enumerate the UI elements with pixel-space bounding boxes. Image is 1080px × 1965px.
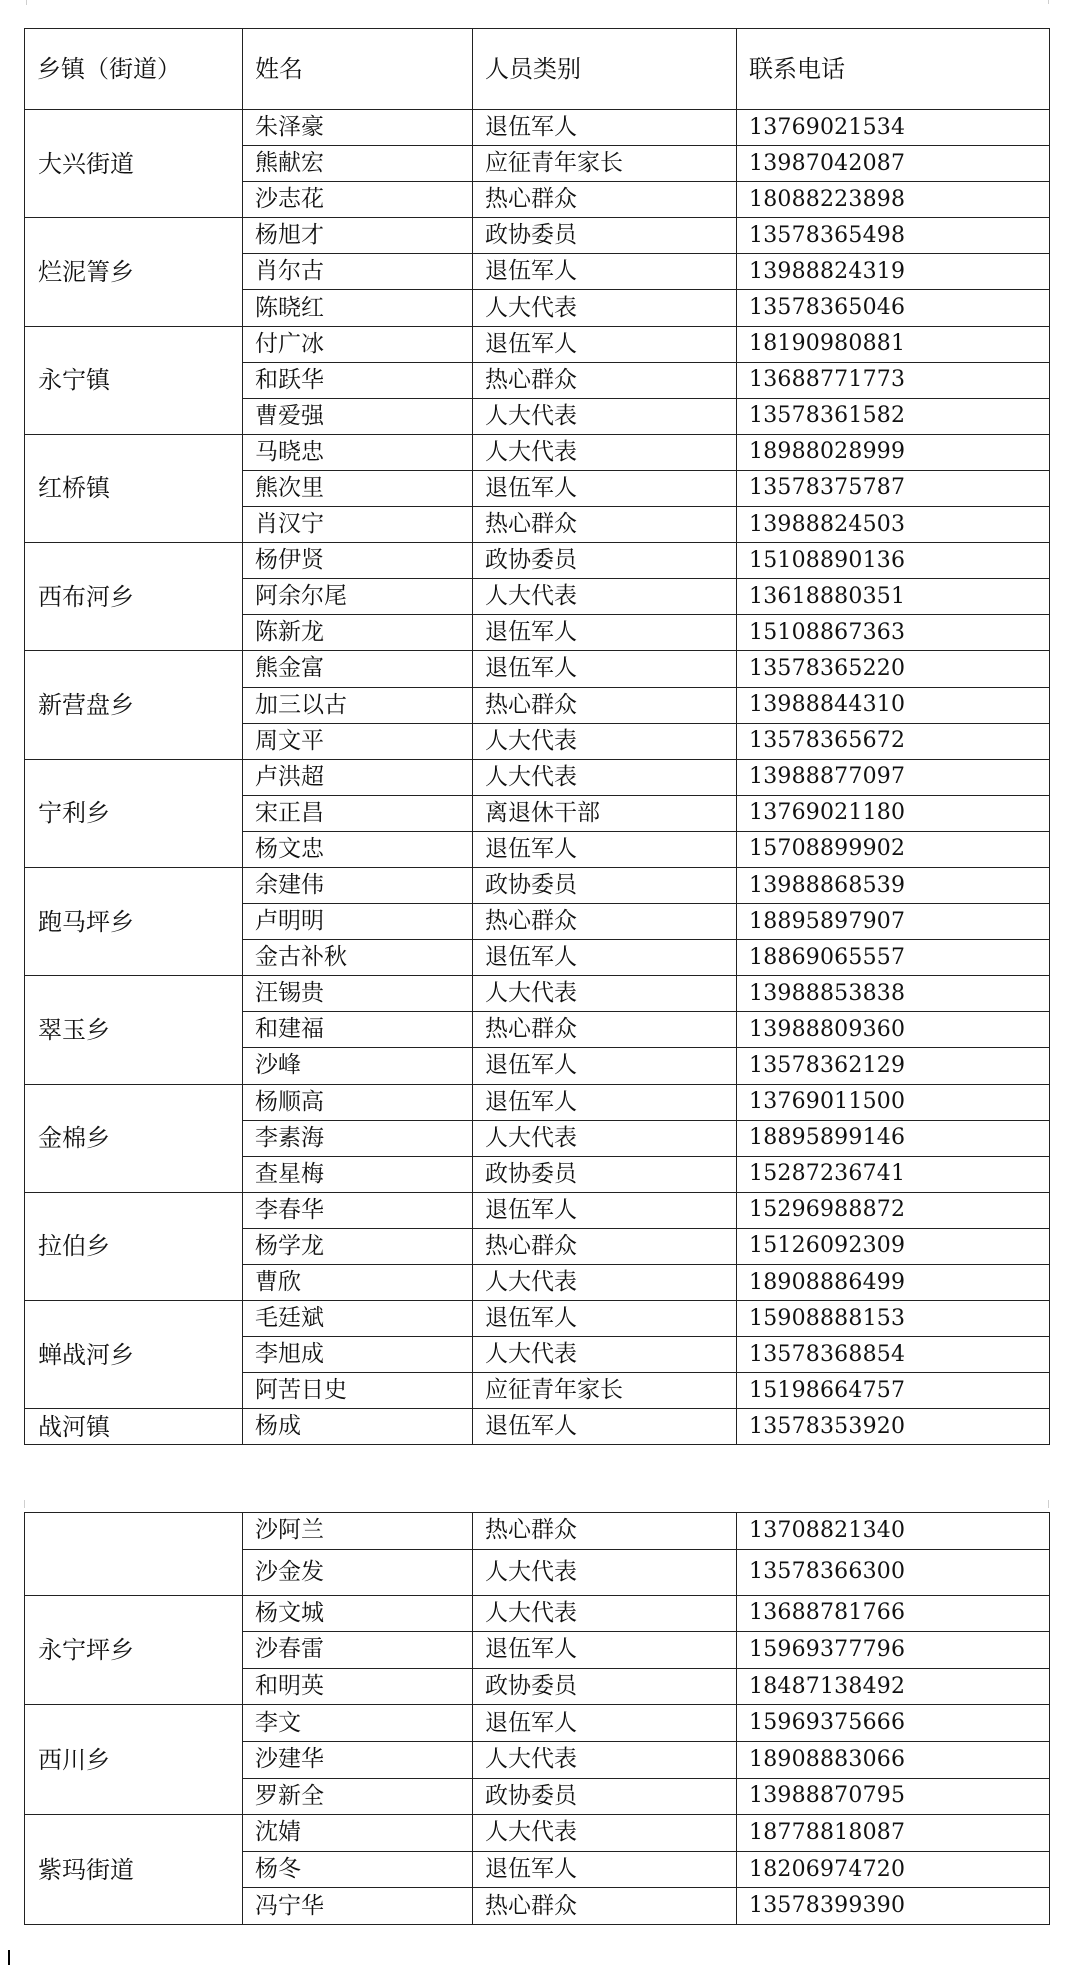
category-cell: 退伍军人 [473,1705,737,1742]
phone-cell: 13988868539 [737,867,1050,903]
phone-cell: 15708899902 [737,831,1050,867]
name-cell: 肖汉宁 [243,507,473,543]
phone-cell: 18487138492 [737,1668,1050,1705]
name-cell: 加三以古 [243,687,473,723]
page-edge-right [1048,0,1049,4]
phone-cell: 13988853838 [737,976,1050,1012]
category-cell: 热心群众 [473,1012,737,1048]
table-row [25,1084,1050,1120]
name-cell: 余建伟 [243,867,473,903]
category-cell: 退伍军人 [473,651,737,687]
category-cell: 政协委员 [473,1156,737,1192]
category-cell: 离退休干部 [473,795,737,831]
name-cell: 查星梅 [243,1156,473,1192]
category-cell: 人大代表 [473,723,737,759]
phone-cell: 18895899146 [737,1120,1050,1156]
phone-cell: 18908883066 [737,1741,1050,1778]
table-row [25,434,1050,470]
phone-cell: 13769021180 [737,795,1050,831]
phone-cell: 18895897907 [737,904,1050,940]
name-cell: 陈晓红 [243,290,473,326]
name-cell: 和建福 [243,1012,473,1048]
phone-cell: 13618880351 [737,579,1050,615]
table-row [25,543,1050,579]
phone-cell: 13988870795 [737,1778,1050,1815]
name-cell: 马晓忠 [243,434,473,470]
town-cell [25,1513,243,1596]
category-cell: 热心群众 [473,362,737,398]
category-cell: 退伍军人 [473,1851,737,1888]
category-cell: 人大代表 [473,398,737,434]
phone-cell: 13708821340 [737,1513,1050,1550]
name-cell: 和明英 [243,1668,473,1705]
table-row [25,110,1050,146]
town-cell: 红桥镇 [25,434,243,542]
roster-table-page-2 [24,1512,1050,1925]
table-row [25,218,1050,254]
header-town: 乡镇（街道） [25,29,243,110]
category-cell: 人大代表 [473,1815,737,1852]
town-cell: 西川乡 [25,1705,243,1815]
phone-cell: 15198664757 [737,1373,1050,1409]
table-row [25,1595,1050,1632]
name-cell: 沙阿兰 [243,1513,473,1550]
category-cell: 政协委员 [473,867,737,903]
roster-table-page-1 [24,28,1050,1445]
phone-cell: 13578365046 [737,290,1050,326]
category-cell: 退伍军人 [473,470,737,506]
name-cell: 汪锡贵 [243,976,473,1012]
category-cell: 热心群众 [473,687,737,723]
phone-cell: 15969377796 [737,1632,1050,1669]
category-cell: 退伍军人 [473,615,737,651]
name-cell: 杨成 [243,1409,473,1445]
category-cell: 热心群众 [473,1888,737,1925]
category-cell: 政协委员 [473,1668,737,1705]
phone-cell: 13988809360 [737,1012,1050,1048]
category-cell: 应征青年家长 [473,146,737,182]
phone-cell: 13988844310 [737,687,1050,723]
category-cell: 人大代表 [473,1595,737,1632]
phone-cell: 13988877097 [737,759,1050,795]
name-cell: 阿余尔尾 [243,579,473,615]
name-cell: 朱泽豪 [243,110,473,146]
town-cell: 紫玛街道 [25,1815,243,1925]
town-cell: 宁利乡 [25,759,243,867]
category-cell: 热心群众 [473,1228,737,1264]
town-cell: 大兴街道 [25,110,243,218]
name-cell: 李素海 [243,1120,473,1156]
category-cell: 人大代表 [473,976,737,1012]
town-cell: 烂泥箐乡 [25,218,243,326]
category-cell: 热心群众 [473,904,737,940]
name-cell: 杨冬 [243,1851,473,1888]
phone-cell: 13578399390 [737,1888,1050,1925]
phone-cell: 15126092309 [737,1228,1050,1264]
phone-cell: 15108867363 [737,615,1050,651]
header-phone: 联系电话 [737,29,1050,110]
town-cell: 跑马坪乡 [25,867,243,975]
name-cell: 罗新全 [243,1778,473,1815]
category-cell: 人大代表 [473,434,737,470]
name-cell: 沙建华 [243,1741,473,1778]
table-row [25,1409,1050,1445]
town-cell: 翠玉乡 [25,976,243,1084]
table-row [25,1705,1050,1742]
table-row [25,1513,1050,1550]
phone-cell: 15969375666 [737,1705,1050,1742]
phone-cell: 13987042087 [737,146,1050,182]
category-cell: 退伍军人 [473,1048,737,1084]
phone-cell: 18088223898 [737,182,1050,218]
name-cell: 杨文城 [243,1595,473,1632]
name-cell: 和跃华 [243,362,473,398]
category-cell: 人大代表 [473,1549,737,1595]
town-cell: 拉伯乡 [25,1192,243,1300]
name-cell: 杨旭才 [243,218,473,254]
name-cell: 宋正昌 [243,795,473,831]
category-cell: 退伍军人 [473,254,737,290]
category-cell: 热心群众 [473,182,737,218]
name-cell: 陈新龙 [243,615,473,651]
page-break-edge-right [1048,1500,1049,1508]
name-cell: 沈婧 [243,1815,473,1852]
phone-cell: 18778818087 [737,1815,1050,1852]
category-cell: 政协委员 [473,218,737,254]
category-cell: 热心群众 [473,507,737,543]
name-cell: 金古补秋 [243,940,473,976]
table-header-row [25,29,1050,110]
name-cell: 卢明明 [243,904,473,940]
phone-cell: 13578368854 [737,1337,1050,1373]
table-row [25,651,1050,687]
category-cell: 退伍军人 [473,831,737,867]
header-name: 姓名 [243,29,473,110]
table-row [25,1301,1050,1337]
name-cell: 肖尔古 [243,254,473,290]
table-row [25,976,1050,1012]
town-cell: 新营盘乡 [25,651,243,759]
name-cell: 卢洪超 [243,759,473,795]
name-cell: 冯宁华 [243,1888,473,1925]
name-cell: 杨学龙 [243,1228,473,1264]
name-cell: 毛廷斌 [243,1301,473,1337]
name-cell: 沙金发 [243,1549,473,1595]
category-cell: 政协委员 [473,1778,737,1815]
phone-cell: 15287236741 [737,1156,1050,1192]
category-cell: 退伍军人 [473,940,737,976]
name-cell: 曹欣 [243,1265,473,1301]
phone-cell: 13578362129 [737,1048,1050,1084]
phone-cell: 13769021534 [737,110,1050,146]
name-cell: 沙志花 [243,182,473,218]
page-break-edge-left [24,1500,25,1508]
name-cell: 李文 [243,1705,473,1742]
town-cell: 永宁镇 [25,326,243,434]
phone-cell: 18988028999 [737,434,1050,470]
phone-cell: 13578365498 [737,218,1050,254]
town-cell: 战河镇 [25,1409,243,1445]
category-cell: 人大代表 [473,1337,737,1373]
name-cell: 李春华 [243,1192,473,1228]
town-cell: 永宁坪乡 [25,1595,243,1705]
category-cell: 人大代表 [473,1120,737,1156]
name-cell: 曹爱强 [243,398,473,434]
category-cell: 退伍军人 [473,326,737,362]
town-cell: 蝉战河乡 [25,1301,243,1409]
category-cell: 退伍军人 [473,110,737,146]
category-cell: 应征青年家长 [473,1373,737,1409]
name-cell: 杨顺高 [243,1084,473,1120]
name-cell: 沙春雷 [243,1632,473,1669]
table-row [25,1192,1050,1228]
phone-cell: 18908886499 [737,1265,1050,1301]
category-cell: 人大代表 [473,579,737,615]
category-cell: 政协委员 [473,543,737,579]
phone-cell: 13988824319 [737,254,1050,290]
category-cell: 退伍军人 [473,1192,737,1228]
town-cell: 金棉乡 [25,1084,243,1192]
name-cell: 杨文忠 [243,831,473,867]
name-cell: 周文平 [243,723,473,759]
name-cell: 沙峰 [243,1048,473,1084]
name-cell: 阿苦日史 [243,1373,473,1409]
category-cell: 热心群众 [473,1513,737,1550]
phone-cell: 15296988872 [737,1192,1050,1228]
phone-cell: 13988824503 [737,507,1050,543]
category-cell: 人大代表 [473,1265,737,1301]
name-cell: 付广冰 [243,326,473,362]
phone-cell: 13688781766 [737,1595,1050,1632]
phone-cell: 13578361582 [737,398,1050,434]
category-cell: 退伍军人 [473,1084,737,1120]
table-row [25,759,1050,795]
phone-cell: 13578366300 [737,1549,1050,1595]
phone-cell: 13688771773 [737,362,1050,398]
phone-cell: 13578365672 [737,723,1050,759]
name-cell: 熊献宏 [243,146,473,182]
category-cell: 人大代表 [473,290,737,326]
phone-cell: 13769011500 [737,1084,1050,1120]
category-cell: 人大代表 [473,1741,737,1778]
name-cell: 熊次里 [243,470,473,506]
name-cell: 杨伊贤 [243,543,473,579]
name-cell: 熊金富 [243,651,473,687]
category-cell: 人大代表 [473,759,737,795]
text-cursor [8,1950,10,1965]
page-edge-left [26,0,27,5]
header-category: 人员类别 [473,29,737,110]
town-cell: 西布河乡 [25,543,243,651]
phone-cell: 13578353920 [737,1409,1050,1445]
phone-cell: 15908888153 [737,1301,1050,1337]
name-cell: 李旭成 [243,1337,473,1373]
table-row [25,1815,1050,1852]
phone-cell: 13578375787 [737,470,1050,506]
category-cell: 退伍军人 [473,1301,737,1337]
category-cell: 退伍军人 [473,1632,737,1669]
phone-cell: 18206974720 [737,1851,1050,1888]
phone-cell: 18869065557 [737,940,1050,976]
phone-cell: 15108890136 [737,543,1050,579]
table-row [25,326,1050,362]
category-cell: 退伍军人 [473,1409,737,1445]
phone-cell: 18190980881 [737,326,1050,362]
phone-cell: 13578365220 [737,651,1050,687]
table-row [25,867,1050,903]
